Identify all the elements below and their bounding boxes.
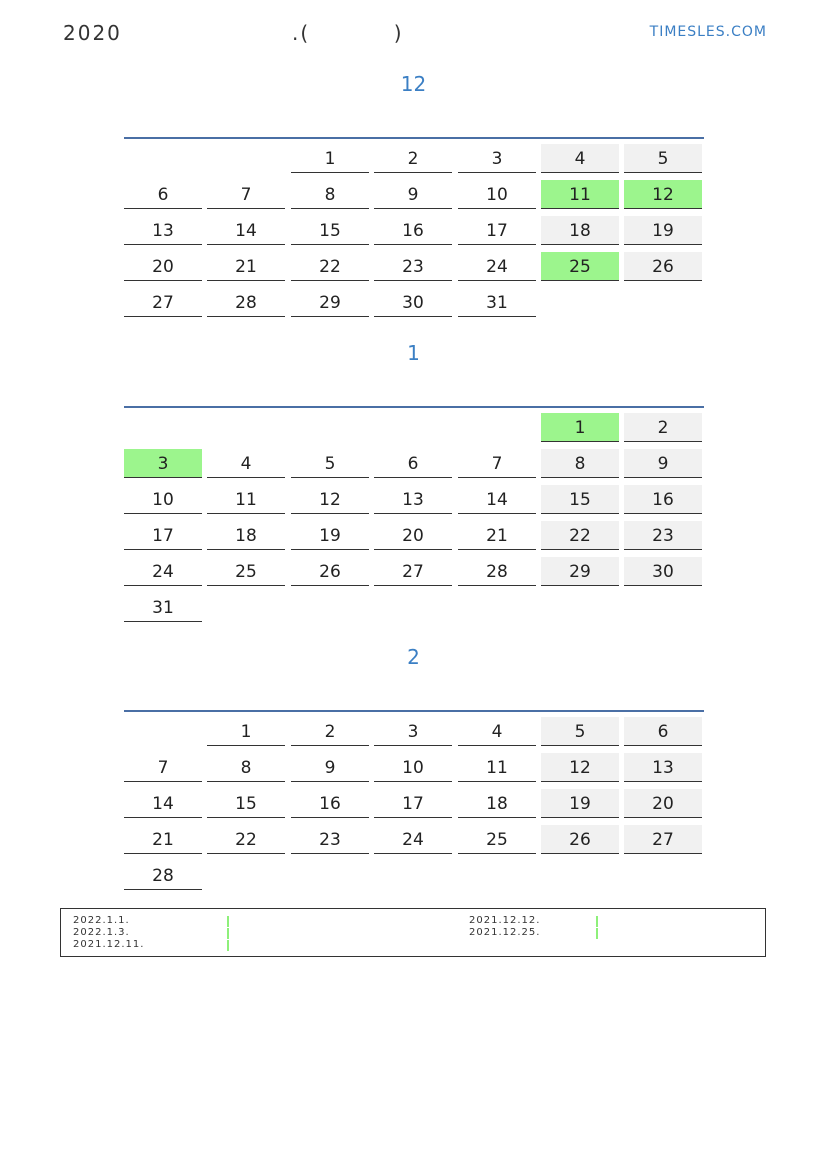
month-title: 12 bbox=[400, 72, 427, 96]
day-cell[interactable]: 2 bbox=[374, 144, 452, 173]
day-cell[interactable]: 12 bbox=[541, 753, 619, 782]
day-cell[interactable]: 11 bbox=[541, 180, 619, 209]
legend-date: 2022.1.1. bbox=[73, 915, 130, 926]
day-cell[interactable]: 19 bbox=[624, 216, 702, 245]
day-cell[interactable]: 5 bbox=[624, 144, 702, 173]
day-cell[interactable]: 26 bbox=[541, 825, 619, 854]
empty-day-cell bbox=[207, 861, 285, 890]
day-cell[interactable]: 19 bbox=[291, 521, 369, 550]
day-cell[interactable]: 8 bbox=[541, 449, 619, 478]
empty-day-cell bbox=[458, 413, 536, 442]
day-cell[interactable]: 30 bbox=[624, 557, 702, 586]
day-cell[interactable]: 12 bbox=[291, 485, 369, 514]
day-cell[interactable]: 22 bbox=[207, 825, 285, 854]
day-cell[interactable]: 3 bbox=[124, 449, 202, 478]
month-title: 1 bbox=[407, 341, 420, 365]
day-cell[interactable]: 8 bbox=[291, 180, 369, 209]
day-cell[interactable]: 28 bbox=[207, 288, 285, 317]
day-cell[interactable]: 14 bbox=[458, 485, 536, 514]
day-cell[interactable]: 24 bbox=[458, 252, 536, 281]
day-cell[interactable]: 20 bbox=[624, 789, 702, 818]
holiday-marker bbox=[596, 928, 598, 939]
day-cell[interactable]: 27 bbox=[374, 557, 452, 586]
day-cell[interactable]: 4 bbox=[458, 717, 536, 746]
day-cell[interactable]: 25 bbox=[207, 557, 285, 586]
empty-day-cell bbox=[124, 144, 202, 173]
legend-date: 2021.12.12. bbox=[469, 915, 541, 926]
day-cell[interactable]: 15 bbox=[541, 485, 619, 514]
day-cell[interactable]: 10 bbox=[458, 180, 536, 209]
legend-date: 2022.1.3. bbox=[73, 927, 130, 938]
empty-day-cell bbox=[541, 288, 619, 317]
day-cell[interactable]: 10 bbox=[374, 753, 452, 782]
day-cell[interactable]: 22 bbox=[541, 521, 619, 550]
day-cell[interactable]: 27 bbox=[624, 825, 702, 854]
page-subtitle: .( ) bbox=[292, 21, 404, 45]
day-cell[interactable]: 20 bbox=[374, 521, 452, 550]
empty-day-cell bbox=[541, 593, 619, 622]
day-cell[interactable]: 11 bbox=[207, 485, 285, 514]
day-cell[interactable]: 4 bbox=[541, 144, 619, 173]
day-cell[interactable]: 1 bbox=[541, 413, 619, 442]
day-cell[interactable]: 21 bbox=[124, 825, 202, 854]
empty-day-cell bbox=[207, 593, 285, 622]
day-cell[interactable]: 21 bbox=[207, 252, 285, 281]
holiday-marker bbox=[227, 916, 229, 927]
legend-date: 2021.12.11. bbox=[73, 939, 145, 950]
day-cell[interactable]: 12 bbox=[624, 180, 702, 209]
day-cell[interactable]: 17 bbox=[124, 521, 202, 550]
day-cell[interactable]: 1 bbox=[291, 144, 369, 173]
empty-day-cell bbox=[207, 413, 285, 442]
day-cell[interactable]: 13 bbox=[374, 485, 452, 514]
day-cell[interactable]: 14 bbox=[124, 789, 202, 818]
day-cell[interactable]: 20 bbox=[124, 252, 202, 281]
empty-day-cell bbox=[374, 861, 452, 890]
day-cell[interactable]: 3 bbox=[374, 717, 452, 746]
empty-day-cell bbox=[374, 413, 452, 442]
day-cell[interactable]: 9 bbox=[291, 753, 369, 782]
empty-day-cell bbox=[291, 861, 369, 890]
day-cell[interactable]: 9 bbox=[624, 449, 702, 478]
day-cell[interactable]: 7 bbox=[124, 753, 202, 782]
day-cell[interactable]: 2 bbox=[624, 413, 702, 442]
day-cell[interactable]: 10 bbox=[124, 485, 202, 514]
day-cell[interactable]: 23 bbox=[291, 825, 369, 854]
holiday-marker bbox=[227, 940, 229, 951]
day-cell[interactable]: 18 bbox=[207, 521, 285, 550]
day-cell[interactable]: 15 bbox=[207, 789, 285, 818]
year-label: 2020 bbox=[63, 21, 122, 45]
month-title: 2 bbox=[407, 645, 420, 669]
holiday-legend bbox=[60, 908, 766, 957]
day-cell[interactable]: 18 bbox=[458, 789, 536, 818]
empty-day-cell bbox=[624, 288, 702, 317]
day-cell[interactable]: 26 bbox=[624, 252, 702, 281]
day-cell[interactable]: 17 bbox=[374, 789, 452, 818]
holiday-marker bbox=[596, 916, 598, 927]
day-cell[interactable]: 25 bbox=[541, 252, 619, 281]
day-cell[interactable]: 28 bbox=[124, 861, 202, 890]
legend-date: 2021.12.25. bbox=[469, 927, 541, 938]
page-header bbox=[0, 0, 827, 60]
day-cell[interactable]: 13 bbox=[124, 216, 202, 245]
empty-day-cell bbox=[458, 861, 536, 890]
day-cell[interactable]: 26 bbox=[291, 557, 369, 586]
holiday-marker bbox=[227, 928, 229, 939]
day-cell[interactable]: 5 bbox=[541, 717, 619, 746]
empty-day-cell bbox=[624, 861, 702, 890]
day-cell[interactable]: 16 bbox=[374, 216, 452, 245]
site-brand-link[interactable]: TIMESLES.COM bbox=[649, 24, 767, 40]
day-cell[interactable]: 27 bbox=[124, 288, 202, 317]
grid-divider bbox=[124, 137, 704, 139]
day-cell[interactable]: 18 bbox=[541, 216, 619, 245]
day-cell[interactable]: 17 bbox=[458, 216, 536, 245]
empty-day-cell bbox=[124, 413, 202, 442]
day-cell[interactable]: 23 bbox=[374, 252, 452, 281]
grid-divider bbox=[124, 710, 704, 712]
day-cell[interactable]: 15 bbox=[291, 216, 369, 245]
day-cell[interactable]: 21 bbox=[458, 521, 536, 550]
day-cell[interactable]: 5 bbox=[291, 449, 369, 478]
day-cell[interactable]: 24 bbox=[124, 557, 202, 586]
month-section bbox=[0, 341, 827, 618]
day-cell[interactable]: 28 bbox=[458, 557, 536, 586]
day-cell[interactable]: 6 bbox=[374, 449, 452, 478]
day-cell[interactable]: 31 bbox=[124, 593, 202, 622]
day-cell[interactable]: 1 bbox=[207, 717, 285, 746]
day-cell[interactable]: 24 bbox=[374, 825, 452, 854]
day-cell[interactable]: 22 bbox=[291, 252, 369, 281]
day-cell[interactable]: 3 bbox=[458, 144, 536, 173]
empty-day-cell bbox=[291, 413, 369, 442]
day-cell[interactable]: 25 bbox=[458, 825, 536, 854]
day-cell[interactable]: 16 bbox=[624, 485, 702, 514]
day-cell[interactable]: 14 bbox=[207, 216, 285, 245]
month-section bbox=[0, 72, 827, 313]
day-cell[interactable]: 23 bbox=[624, 521, 702, 550]
day-cell[interactable]: 9 bbox=[374, 180, 452, 209]
month-section bbox=[0, 645, 827, 886]
empty-day-cell bbox=[291, 593, 369, 622]
day-cell[interactable]: 6 bbox=[124, 180, 202, 209]
day-cell[interactable]: 31 bbox=[458, 288, 536, 317]
empty-day-cell bbox=[624, 593, 702, 622]
day-cell[interactable]: 13 bbox=[624, 753, 702, 782]
day-cell[interactable]: 30 bbox=[374, 288, 452, 317]
empty-day-cell bbox=[124, 717, 202, 746]
empty-day-cell bbox=[541, 861, 619, 890]
day-cell[interactable]: 16 bbox=[291, 789, 369, 818]
day-cell[interactable]: 8 bbox=[207, 753, 285, 782]
empty-day-cell bbox=[458, 593, 536, 622]
day-cell[interactable]: 6 bbox=[624, 717, 702, 746]
grid-divider bbox=[124, 406, 704, 408]
day-cell[interactable]: 29 bbox=[541, 557, 619, 586]
day-cell[interactable]: 7 bbox=[458, 449, 536, 478]
day-cell[interactable]: 2 bbox=[291, 717, 369, 746]
day-cell[interactable]: 11 bbox=[458, 753, 536, 782]
day-cell[interactable]: 7 bbox=[207, 180, 285, 209]
empty-day-cell bbox=[207, 144, 285, 173]
day-cell[interactable]: 4 bbox=[207, 449, 285, 478]
day-cell[interactable]: 29 bbox=[291, 288, 369, 317]
empty-day-cell bbox=[374, 593, 452, 622]
day-cell[interactable]: 19 bbox=[541, 789, 619, 818]
